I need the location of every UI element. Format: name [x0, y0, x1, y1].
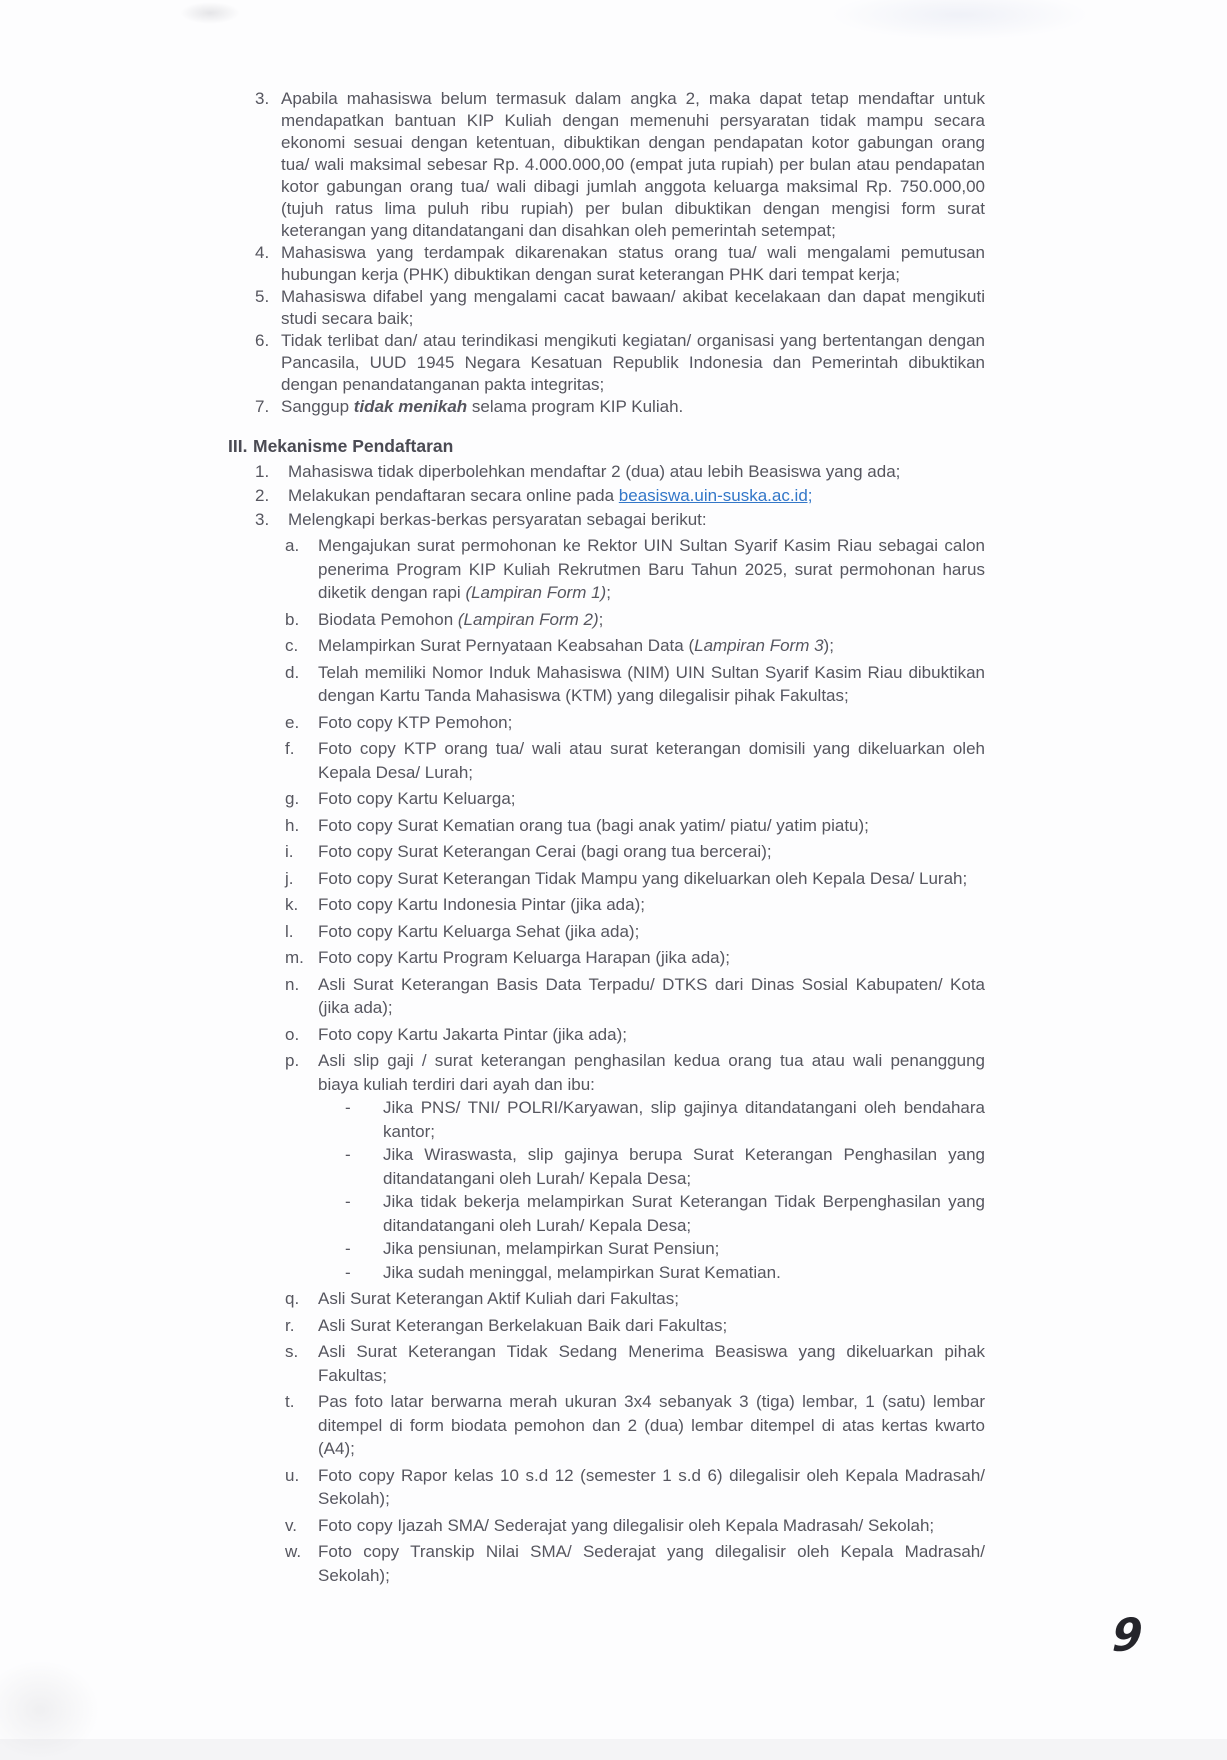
list-item-7: [255, 396, 985, 418]
list-item-text: Asli Surat Keterangan Tidak Sedang Menerima Beasiswa yang dikeluarkan pihak Fakultas;: [318, 1342, 985, 1385]
list-item-text: Melampirkan Surat Pernyataan Keabsahan Data (: [318, 636, 695, 655]
list-item-text: Foto copy Surat Keterangan Tidak Mampu yang dikeluarkan oleh Kepala Desa/ Lurah;: [318, 868, 968, 888]
dash-item: [345, 1237, 985, 1261]
requirements-list: [285, 534, 985, 1587]
list-item-text: Foto copy Rapor kelas 10 s.d 12 (semester 1 s.d 6) dilegalisir oleh Kepala Madrasah/ Sekolah);: [318, 1465, 985, 1508]
list-item-text: selama program KIP Kuliah.: [467, 397, 684, 416]
dash-item-text: Jika Wiraswasta, slip gajinya berupa Surat Keterangan Penghasilan yang ditandatangani oleh Lurah/ Kepala Desa;: [383, 1145, 985, 1188]
list-item-italic: Lampiran Form 3: [694, 636, 824, 655]
list-item-text: Mahasiswa yang terdampak dikarenakan status orang tua/ wali mengalami pemutusan hubungan kerja (PHK) dibuktikan dengan surat keterangan PHK dari tempat kerja;: [281, 243, 985, 284]
list-item-letter: f.: [285, 739, 295, 758]
requirement-item-b: [285, 608, 985, 632]
requirement-item-j: [285, 867, 985, 891]
list-item-letter: r.: [285, 1315, 295, 1335]
list-item-text: Melengkapi berkas-berkas persyaratan sebagai berikut:: [288, 510, 707, 529]
list-item-text: ;: [606, 583, 611, 602]
list-item-text: Asli Surat Keterangan Basis Data Terpadu/ DTKS dari Dinas Sosial Kabupaten/ Kota (jika ada);: [318, 974, 985, 1017]
list-item-letter: e.: [285, 712, 300, 732]
list-item-letter: b.: [285, 609, 300, 629]
list-item-letter: l.: [285, 921, 294, 941]
section-heading: [228, 435, 985, 458]
list-item-text: Sanggup: [281, 397, 354, 416]
list-item-text: Foto copy Kartu Keluarga;: [318, 789, 516, 808]
dash-item: [345, 1143, 985, 1190]
list-item-letter: k.: [285, 895, 299, 914]
dash-item: [345, 1190, 985, 1237]
scan-artifact: [0, 1660, 100, 1760]
list-item-6: [255, 330, 985, 396]
list-item-text: ;: [598, 609, 604, 629]
requirement-item-s: [285, 1340, 985, 1387]
list-item-letter: h.: [285, 815, 300, 835]
requirement-item-e: [285, 711, 985, 735]
list-item-letter: s.: [285, 1342, 299, 1361]
dash-marker: -: [345, 1239, 351, 1258]
requirement-item-q: [285, 1287, 985, 1311]
list-item-text: Foto copy Kartu Indonesia Pintar (jika ada);: [318, 895, 645, 914]
list-item-letter: t.: [285, 1392, 295, 1411]
list-item-letter: q.: [285, 1289, 300, 1308]
list-item-number: 3.: [255, 89, 270, 108]
list-item-letter: m.: [285, 948, 304, 967]
scan-artifact: [830, 0, 1090, 40]
section-heading-title: Mekanisme Pendaftaran: [253, 436, 454, 456]
list-item-text: Biodata Pemohon: [318, 609, 458, 629]
list-item-text: Apabila mahasiswa belum termasuk dalam angka 2, maka dapat tetap mendaftar untuk mendapatkan bantuan KIP Kuliah dengan memenuhi persyaratan tidak mampu secara ekonomi sesuai dengan ketentuan, dibuktikan dengan pendapatan kotor gabungan orang tua/ wali maksimal sebesar Rp. 4.000.000,00 (empat juta rupiah) per bulan atau pendapatan kotor gabungan orang tua/ wali dibagi jumlah anggota keluarga maksimal Rp. 750.000,00 (tujuh ratus lima puluh ribu rupiah) per bulan dibuktikan dengan mengisi form surat keterangan yang ditandatangani dan disahkan oleh pemerintah setempat;: [281, 89, 985, 240]
dash-item: [345, 1096, 985, 1143]
requirement-item-r: [285, 1314, 985, 1338]
requirement-item-w: [285, 1540, 985, 1587]
list-item-number: 2.: [255, 486, 270, 505]
dash-marker: -: [345, 1098, 351, 1117]
list-item-text: Foto copy KTP orang tua/ wali atau surat keterangan domisili yang dikeluarkan oleh Kepala Desa/ Lurah;: [318, 739, 985, 782]
scan-artifact: [180, 2, 240, 24]
mechanism-list: [255, 460, 985, 531]
list-item-text: Foto copy Transkip Nilai SMA/ Sederajat yang dilegalisir oleh Kepala Madrasah/ Sekolah);: [318, 1542, 985, 1585]
list-item-number: 3.: [255, 510, 270, 529]
list-item-text: Foto copy Kartu Program Keluarga Harapan (jika ada);: [318, 948, 730, 967]
list-item-text: Mengajukan surat permohonan ke Rektor UIN Sultan Syarif Kasim Riau sebagai calon penerima Program KIP Kuliah Rekrutmen Baru Tahun 2025, surat permohonan harus diketik dengan rapi: [318, 536, 985, 602]
intro-list: [255, 88, 985, 418]
list-item-number: 4.: [255, 243, 270, 262]
list-item-letter: g.: [285, 789, 300, 808]
dash-marker: -: [345, 1145, 351, 1164]
dash-marker: -: [345, 1192, 351, 1211]
list-item-emphasis: tidak menikah: [353, 397, 468, 416]
list-item-number: 6.: [255, 331, 270, 350]
list-item-text: Tidak terlibat dan/ atau terindikasi mengikuti kegiatan/ organisasi yang bertentangan dengan Pancasila, UUD 1945 Negara Kesatuan Republik Indonesia dan Pemerintah dibuktikan dengan penandatanganan pakta integritas;: [281, 331, 985, 394]
list-item-text: Asli Surat Keterangan Berkelakuan Baik dari Fakultas;: [318, 1315, 728, 1335]
mechanism-item-3: [255, 508, 985, 531]
dash-item-text: Jika pensiunan, melampirkan Surat Pensiun;: [383, 1239, 720, 1258]
list-item-text: Foto copy Kartu Keluarga Sehat (jika ada);: [318, 921, 640, 941]
list-item-text: Foto copy Ijazah SMA/ Sederajat yang dilegalisir oleh Kepala Madrasah/ Sekolah;: [318, 1515, 935, 1535]
document-content: [0, 88, 1227, 1587]
list-item-text: Foto copy KTP Pemohon;: [318, 712, 513, 732]
list-item-letter: d.: [285, 662, 300, 682]
requirement-item-f: [285, 737, 985, 784]
list-item-number: 5.: [255, 287, 270, 306]
mechanism-item-2: [255, 484, 985, 507]
list-item-italic: (Lampiran Form 1): [465, 583, 607, 602]
requirement-item-u: [285, 1464, 985, 1511]
list-item-letter: a.: [285, 536, 300, 555]
requirement-item-n: [285, 973, 985, 1020]
requirement-item-p: [285, 1049, 985, 1284]
list-item-letter: v.: [285, 1515, 297, 1535]
list-item-italic: (Lampiran Form 2): [457, 609, 599, 629]
list-item-text: Foto copy Surat Kematian orang tua (bagi anak yatim/ piatu/ yatim piatu);: [318, 815, 869, 835]
list-item-text: Telah memiliki Nomor Induk Mahasiswa (NIM) UIN Sultan Syarif Kasim Riau dibuktikan dengan Kartu Tanda Mahasiswa (KTM) yang dilegalisir pihak Fakultas;: [318, 662, 985, 705]
list-item-letter: w.: [285, 1542, 302, 1561]
requirement-item-h: [285, 814, 985, 838]
requirement-item-m: [285, 946, 985, 970]
requirement-item-t: [285, 1390, 985, 1461]
list-item-text: Foto copy Kartu Jakarta Pintar (jika ada);: [318, 1024, 627, 1044]
list-item-text: Pas foto latar berwarna merah ukuran 3x4 sebanyak 3 (tiga) lembar, 1 (satu) lembar ditempel di form biodata pemohon dan 2 (dua) lembar ditempel di atas kertas kwarto (A4);: [318, 1392, 985, 1458]
list-item-text: Asli slip gaji / surat keterangan penghasilan kedua orang tua atau wali penanggung biaya kuliah terdiri dari ayah dan ibu:: [318, 1051, 985, 1094]
list-item-text: Mahasiswa tidak diperbolehkan mendaftar 2 (dua) atau lebih Beasiswa yang ada;: [288, 462, 901, 481]
requirement-item-l: [285, 920, 985, 944]
list-item-text: Mahasiswa difabel yang mengalami cacat bawaan/ akibat kecelakaan dan dapat mengikuti studi secara baik;: [281, 287, 985, 328]
dash-list: [345, 1096, 985, 1284]
list-item-number: 7.: [255, 397, 270, 416]
list-item-letter: n.: [285, 974, 300, 994]
page-number-handwritten: 9: [1111, 1608, 1144, 1663]
requirement-item-i: [285, 840, 985, 864]
list-item-letter: i.: [285, 842, 294, 861]
list-item-letter: p.: [285, 1051, 300, 1070]
requirement-item-k: [285, 893, 985, 917]
list-item-4: [255, 242, 985, 286]
list-item-letter: u.: [285, 1465, 300, 1485]
requirement-item-g: [285, 787, 985, 811]
dash-marker: -: [345, 1262, 351, 1282]
requirement-item-d: [285, 661, 985, 708]
dash-item: [345, 1261, 985, 1285]
list-item-3: [255, 88, 985, 242]
dash-item-text: Jika tidak bekerja melampirkan Surat Keterangan Tidak Berpenghasilan yang ditandatangani oleh Lurah/ Kepala Desa;: [383, 1192, 985, 1235]
list-item-number: 1.: [255, 462, 270, 481]
list-item-text: Melakukan pendaftaran secara online pada: [288, 486, 619, 505]
list-item-text: Foto copy Surat Keterangan Cerai (bagi orang tua bercerai);: [318, 842, 772, 861]
dash-item-text: Jika sudah meninggal, melampirkan Surat Kematian.: [383, 1262, 781, 1282]
section-heading-number: III.: [228, 436, 248, 456]
requirement-item-o: [285, 1023, 985, 1047]
list-item-letter: c.: [285, 636, 299, 655]
list-item-letter: o.: [285, 1024, 300, 1044]
mechanism-item-1: [255, 460, 985, 483]
list-item-5: [255, 286, 985, 330]
dash-item-text: Jika PNS/ TNI/ POLRI/Karyawan, slip gajinya ditandatangani oleh bendahara kantor;: [383, 1098, 985, 1141]
registration-link[interactable]: beasiswa.uin-suska.ac.id;: [618, 486, 813, 505]
list-item-letter: j.: [285, 868, 294, 888]
list-item-text: );: [823, 636, 834, 655]
requirement-item-a: [285, 534, 985, 605]
list-item-text: Asli Surat Keterangan Aktif Kuliah dari Fakultas;: [318, 1289, 679, 1308]
requirement-item-c: [285, 634, 985, 658]
requirement-item-v: [285, 1514, 985, 1538]
